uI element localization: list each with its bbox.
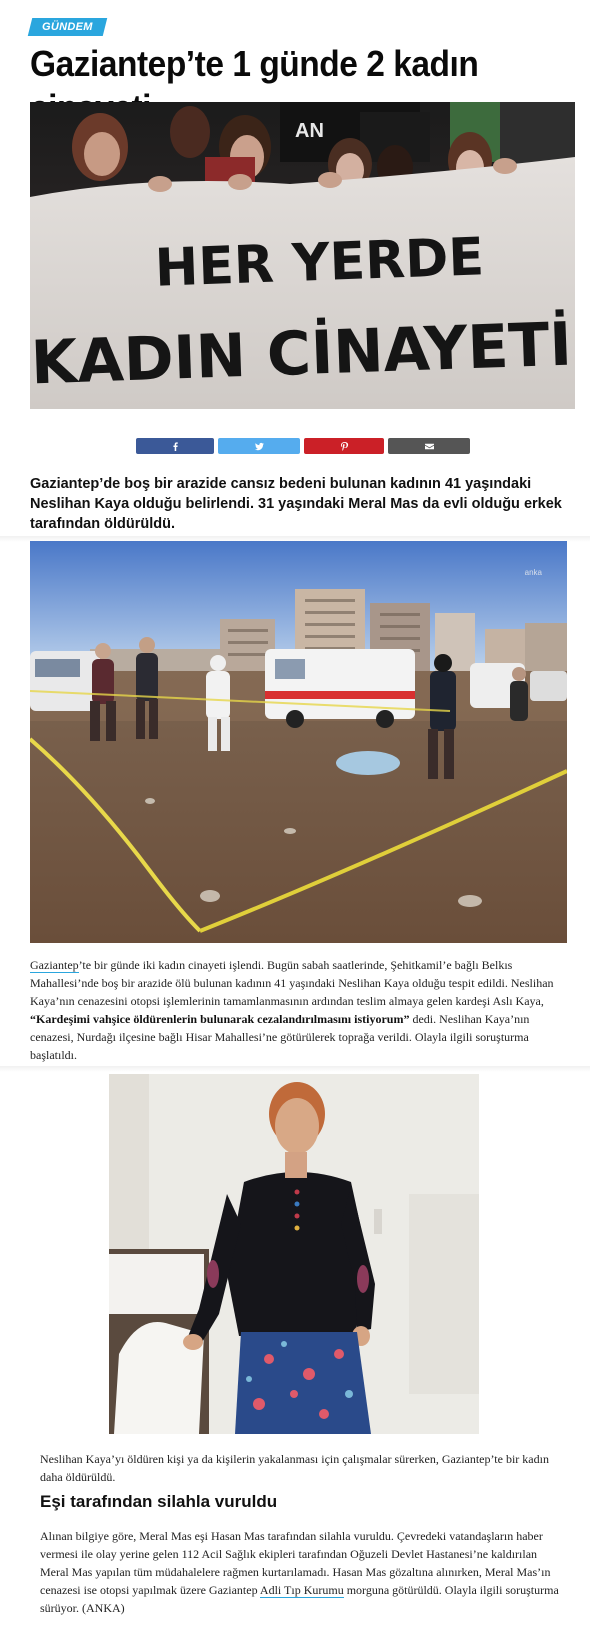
hero-banner-line1: HER YERDE (153, 227, 485, 299)
pinterest-icon (340, 442, 349, 451)
hero-sign-text: AN (295, 120, 324, 142)
article-subheading: Eşi tarafından silahla vuruldu (40, 1492, 278, 1511)
paragraph-3-text-b: morguna götürüldü. Olayla ilgili soruşturma sürüyor. (ANKA) (40, 1583, 559, 1615)
section-divider (0, 1066, 590, 1072)
paragraph-1-text-b: dedi. Neslihan Kaya’nın cenazesi, Nurdağı ilçesine bağlı Hisar Mahallesi’ne götürülerek toprağa verildi. Olayla ilgili soruşturma başlatıldı. (30, 1012, 530, 1062)
gaziantep-link[interactable]: Gaziantep (30, 958, 79, 972)
article-title: Gaziantep’te 1 günde 2 kadın (30, 43, 479, 84)
portrait-photo (109, 1074, 479, 1434)
category-badge[interactable] (28, 18, 107, 36)
hero-banner-line2: KADIN CİNAYETİ (30, 309, 573, 399)
article-paragraph-3 (40, 1527, 560, 1617)
category-label: GÜNDEM (42, 21, 93, 33)
article-paragraph-2: Neslihan Kaya’yı öldüren kişi ya da kişilerin yakalanması için çalışmalar sürerken, Gaziantep’te bir kadın daha öldürüldü. (40, 1452, 549, 1484)
hero-image (30, 102, 575, 409)
quote-text: “Kardeşimi vahşice öldürenlerin bulunarak cezalandırılmasını istiyorum” (30, 1012, 410, 1026)
crime-scene-photo (30, 541, 567, 943)
paragraph-1-text-a: ’te bir günde iki kadın cinayeti işlendi. Bugün sabah saatlerinde, Şehitkamil’e bağlı Belkıs Mahallesi’nde boş bir arazide ölü bulunan kadının 41 yaşındaki Neslihan Kaya olduğu tespit edildi. Neslihan Kaya’nın cenazesini otopsi işlemlerinin tamamlanmasının ardından teslim almaya gelen kardeşi Aslı Kaya, (30, 958, 554, 1008)
paragraph-3-text-a: Alınan bilgiye göre, Meral Mas eşi Hasan Mas tarafından silahla vuruldu. Çevredeki vatandaşların haber vermesi ile olay yerine gelen 112 Acil Sağlık ekipleri tarafından Oğuzeli Devlet Hastanesi’ne kaldırılan Meral Mas yapılan tüm müdahalelere rağmen kurtarılamadı. Hasan Mas gözaltına alınırken, Meral Mas’ın cenazesi ise otopsi yapılmak üzere Gaziantep (40, 1529, 551, 1597)
facebook-icon (171, 442, 180, 451)
envelope-icon (425, 442, 434, 451)
share-twitter-button[interactable] (218, 438, 300, 454)
adli-tip-kurumu-link[interactable]: Adli Tıp Kurumu (259, 1583, 344, 1597)
share-pinterest-button[interactable] (304, 438, 384, 454)
photo-watermark: anka (524, 568, 542, 577)
twitter-icon (255, 442, 264, 451)
article-lead: Gaziantep’de boş bir arazide cansız bedeni bulunan kadının 41 yaşındaki Neslihan Kaya olduğu belirlendi. 31 yaşındaki Meral Mas da evli olduğu erkek tarafından öldürüldü. (30, 476, 562, 532)
article-paragraph-1 (30, 956, 570, 1064)
share-facebook-button[interactable] (136, 438, 214, 454)
share-email-button[interactable] (388, 438, 470, 454)
